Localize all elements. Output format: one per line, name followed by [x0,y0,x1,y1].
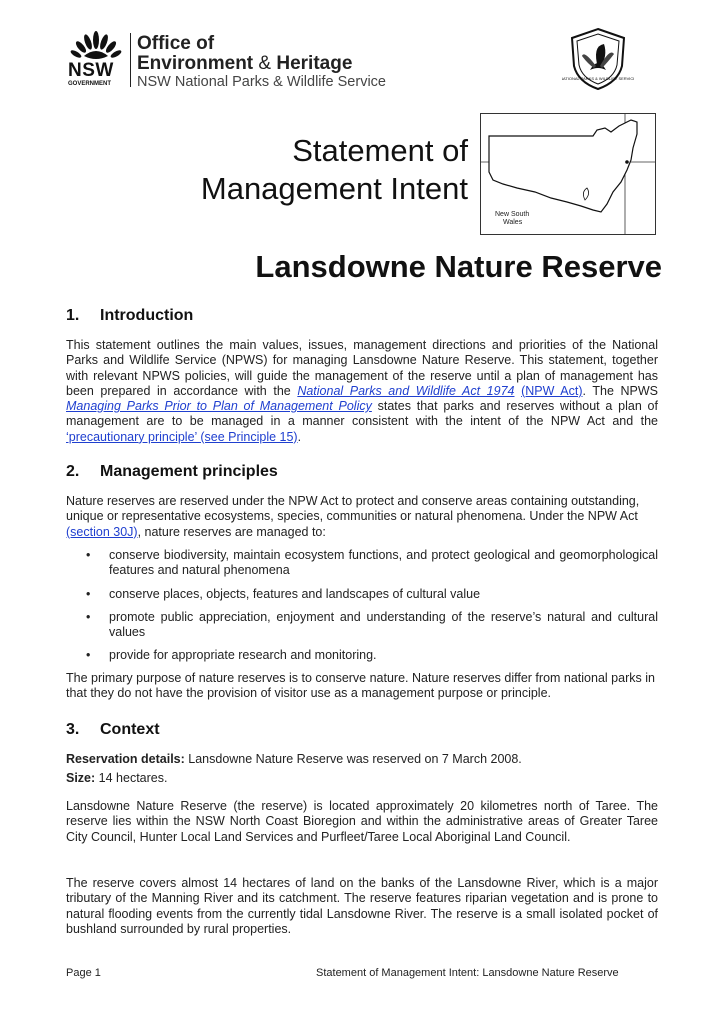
list-item-text: promote public appreciation, enjoyment and understanding of the reserve’s natural and cultural values [109,609,658,640]
reservation-label: Reservation details: [66,752,185,766]
section-number: 3. [66,721,80,738]
section-title: Context [100,721,160,738]
principles-text-b: , nature reserves are managed to: [137,524,326,539]
list-item [66,548,658,579]
section-number: 2. [66,463,80,480]
principles-closing-paragraph: The primary purpose of nature reserves is to conserve nature. Nature reserves differ from national parks in that they do not have the provision of visitor use as a management purpose or principle. [66,671,655,701]
nsw-logo-subtext: GOVERNMENT [68,81,112,87]
intro-text-c: states that parks and reserves without a plan of management are to be managed in a manner consistent with the intent of the NPW Act and the [66,399,658,429]
section-heading-context [66,721,160,739]
precautionary-principle-link[interactable]: ‘precautionary principle’ (see Principle 15) [66,429,298,444]
oeh-ampersand: & [258,53,272,74]
size-label: Size: [66,771,96,785]
npw-act-link[interactable]: National Parks and Wildlife Act 1974 [297,383,515,398]
badge-text: NATIONAL PARKS & WILDLIFE SERVICE [562,76,634,81]
oeh-heritage: Heritage [276,53,353,74]
list-item [66,648,658,663]
title-line1: Statement of [292,133,468,168]
section-heading-introduction [66,307,193,325]
context-paragraph-location: Lansdowne Nature Reserve (the reserve) is located approximately 20 kilometres north of Taree. The reserve lies within the NSW North Coast Bioregion and within the administrative areas of Greater Taree City Council, Hunter Local Land Services and Purfleet/Taree Local Aboriginal Land Council. [66,799,658,844]
bullet-icon: • [86,609,91,624]
section-title: Introduction [100,307,194,324]
nsw-locator-map [480,113,656,235]
map-label-line2: Wales [503,219,523,226]
title-line2: Management Intent [200,171,468,206]
list-item-text: conserve places, objects, features and landscapes of cultural value [109,586,481,601]
reserve-title: Lansdowne Nature Reserve [255,249,662,284]
npw-act-abbr-link[interactable]: (NPW Act) [521,383,583,398]
map-label-line1: New South [495,211,530,218]
nsw-logo-text: NSW [68,60,114,81]
bullet-icon: • [86,648,91,663]
list-item [66,610,658,641]
oeh-name-line1: Office of [137,33,215,54]
principles-list [66,548,658,672]
bullet-icon: • [86,586,91,601]
section-number: 1. [66,307,80,324]
bullet-icon: • [86,548,91,562]
intro-text-d: . [297,429,302,444]
intro-text-a: This statement outlines the main values, issues, management directions and priorities of the National Parks and Wildlife Service (NPWS) for managing Lansdowne Nature Reserve. This statement, together with relevant NPWS policies, will guide the management of the reserve until a plan of management has been prepared in accordance with the [66,338,658,398]
section-30j-link[interactable]: (section 30J) [66,524,138,539]
introduction-paragraph [66,338,658,445]
list-item [66,587,658,602]
reserve-size [66,771,658,786]
logo-divider [130,33,131,87]
section-heading-management-principles [66,463,278,481]
npws-name: NSW National Parks & Wildlife Service [137,74,386,90]
section-title: Management principles [100,463,278,480]
managing-parks-policy-link[interactable]: Managing Parks Prior to Plan of Management Policy [66,399,372,414]
reserve-location-marker [625,160,629,164]
nsw-outline-icon [489,120,637,212]
principles-text-a: Nature reserves are reserved under the NPW Act to protect and conserve areas containing outstanding, unique or representative ecosystems, species, communities or natural phenomena. Under the NPW Act [66,494,640,524]
principles-paragraph [66,494,658,540]
oeh-name-line2 [137,53,352,75]
context-paragraph-description: The reserve covers almost 14 hectares of land on the banks of the Lansdowne River, which is a major tributary of the Manning River and its catchment. The reserve features riparian vegetation and is prone to natural flooding events from the currently tidal Lansdowne River. The reserve is a small isolated pocket of bushland surrounded by rural properties. [66,876,658,936]
reservation-details [66,752,658,767]
reservation-value: Lansdowne Nature Reserve was reserved on 7 March 2008. [184,752,522,766]
page-number: Page 1 [66,967,101,979]
size-value: 14 hectares. [95,771,168,785]
list-item-text: conserve biodiversity, maintain ecosystem functions, and protect geological and geomorphological features and natural phenomena [109,548,658,578]
waratah-icon [70,31,123,59]
document-title [201,132,468,208]
intro-text-b: . The NPWS [582,383,658,398]
npws-badge-logo [562,26,634,92]
footer-document-title: Statement of Management Intent: Lansdowne Nature Reserve [316,967,619,979]
oeh-environment: Environment [137,53,254,74]
nsw-government-logo [66,28,126,90]
list-item-text: provide for appropriate research and monitoring. [109,648,377,663]
